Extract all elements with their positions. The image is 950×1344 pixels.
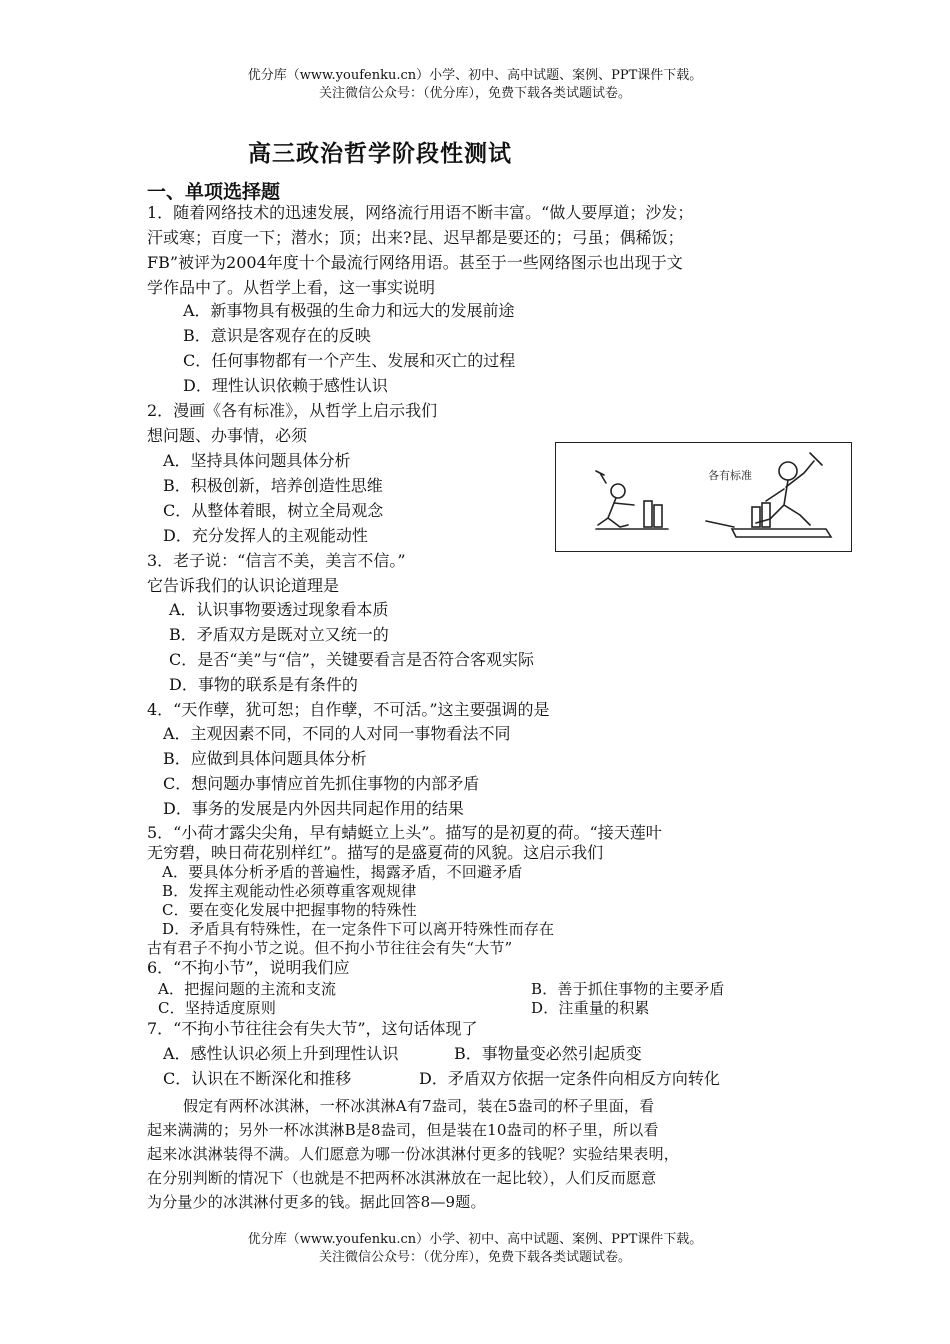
- q7-option-d: D．矛盾双方依据一定条件向相反方向转化: [419, 1069, 720, 1088]
- q7-option-b: B．事物量变必然引起质变: [454, 1044, 642, 1063]
- q5-option-c: C．要在变化发展中把握事物的特殊性: [162, 901, 417, 919]
- page-title: 高三政治哲学阶段性测试: [248, 140, 512, 167]
- q2-option-a: A．坚持具体问题具体分析: [163, 451, 351, 470]
- q2-option-d: D．充分发挥人的主观能动性: [163, 526, 368, 545]
- q4-option-d: D．事务的发展是内外因共同起作用的结果: [163, 799, 464, 818]
- footer-line-1: 优分库（www.youfenku.cn）小学、初中、高中试题、案例、PPT课件下载。: [247, 1232, 703, 1247]
- q2-line-1: 2．漫画《各有标准》，从哲学上启示我们: [147, 401, 438, 420]
- header-line-1: 优分库（www.youfenku.cn）小学、初中、高中试题、案例、PPT课件下载。: [247, 68, 703, 83]
- q4-line-1: 4．“天作孽，犹可恕；自作孽，不可活。”这主要强调的是: [147, 700, 550, 719]
- q6-option-c: C．坚持适度原则: [158, 999, 277, 1017]
- intro-q6-q7: 古有君子不拘小节之说。但不拘小节往往会有失“大节”: [147, 939, 513, 957]
- passage-line-5: 为分量少的冰淇淋付更多的钱。据此回答8—9题。: [147, 1193, 486, 1211]
- q1-line-4: 学作品中了。从哲学上看，这一事实说明: [147, 278, 436, 297]
- q4-option-b: B．应做到具体问题具体分析: [163, 749, 367, 768]
- q7-option-c: C．认识在不断深化和推移: [163, 1069, 352, 1088]
- q1-line-1: 1．随着网络技术的迅速发展，网络流行用语不断丰富。“做人要厚道；沙发；: [147, 203, 694, 222]
- q3-option-a: A．认识事物要透过现象看本质: [169, 600, 389, 619]
- q7-option-a: A．感性认识必须上升到理性认识: [163, 1044, 399, 1063]
- q6-line-1: 6．“不拘小节”，说明我们应: [147, 958, 350, 977]
- q1-option-d: D．理性认识依赖于感性认识: [183, 376, 388, 395]
- q3-option-c: C．是否“美”与“信”，关键要看言是否符合客观实际: [169, 650, 534, 669]
- q5-line-2: 无穷碧，映日荷花别样红”。描写的是盛夏荷的风貌。这启示我们: [147, 843, 604, 862]
- q1-option-c: C．任何事物都有一个产生、发展和灭亡的过程: [183, 351, 516, 370]
- cartoon-illustration: [555, 442, 852, 552]
- q4-option-c: C．想问题办事情应首先抓住事物的内部矛盾: [163, 774, 480, 793]
- q5-line-1: 5．“小荷才露尖尖角，早有蜻蜓立上头”。描写的是初夏的荷。“接天莲叶: [147, 823, 662, 842]
- q6-option-a: A．把握问题的主流和支流: [158, 980, 337, 998]
- passage-line-3: 起来冰淇淋装得不满。人们愿意为哪一份冰淇淋付更多的钱呢？实验结果表明，: [147, 1145, 680, 1163]
- q7-line-1: 7．“不拘小节往往会有失大节”，这句话体现了: [147, 1019, 478, 1038]
- header-line-2: 关注微信公众号：（优分库），免费下载各类试题试卷。: [318, 86, 631, 101]
- q3-line-1: 3．老子说：“信言不美，美言不信。”: [147, 551, 406, 570]
- q5-option-a: A．要具体分析矛盾的普遍性，揭露矛盾，不回避矛盾: [162, 863, 523, 881]
- passage-line-2: 起来满满的；另外一杯冰淇淋B是8盎司，但是装在10盎司的杯子里，所以看: [147, 1121, 659, 1139]
- q3-option-b: B．矛盾双方是既对立又统一的: [169, 625, 389, 644]
- passage-line-1: 假定有两杯冰淇淋，一杯冰淇淋A有7盎司，装在5盎司的杯子里面，看: [183, 1097, 655, 1115]
- q4-option-a: A．主观因素不同，不同的人对同一事物看法不同: [163, 724, 511, 743]
- section-heading: 一、单项选择题: [147, 181, 281, 203]
- q2-option-c: C．从整体着眼，树立全局观念: [163, 501, 384, 520]
- q1-line-2: 汗或寒；百度一下；潜水；顶；出来?昆、迟早都是要还的；弓虽；偶稀饭；: [147, 228, 684, 247]
- passage-line-4: 在分别判断的情况下（也就是不把两杯冰淇淋放在一起比较），人们反而愿意: [147, 1169, 657, 1187]
- q1-line-3: FB”被评为2004年度十个最流行网络用语。甚至于一些网络图示也出现于文: [147, 253, 683, 272]
- cartoon-drawing: [556, 443, 851, 551]
- q5-option-b: B．发挥主观能动性必须尊重客观规律: [162, 882, 417, 900]
- q2-option-b: B．积极创新，培养创造性思维: [163, 476, 383, 495]
- cartoon-caption: 各有标准: [708, 469, 752, 482]
- q6-option-b: B．善于抓住事物的主要矛盾: [531, 980, 725, 998]
- q3-line-2: 它告诉我们的认识论道理是: [147, 576, 340, 595]
- footer-line-2: 关注微信公众号：（优分库），免费下载各类试题试卷。: [318, 1250, 631, 1265]
- q5-option-d: D．矛盾具有特殊性，在一定条件下可以离开特殊性而存在: [162, 920, 555, 938]
- q1-option-b: B．意识是客观存在的反映: [183, 326, 371, 345]
- q1-option-a: A．新事物具有极强的生命力和远大的发展前途: [183, 301, 515, 320]
- q6-option-d: D．注重量的积累: [531, 999, 650, 1017]
- q3-option-d: D．事物的联系是有条件的: [169, 675, 358, 694]
- q2-line-2: 想问题、办事情，必须: [147, 426, 308, 445]
